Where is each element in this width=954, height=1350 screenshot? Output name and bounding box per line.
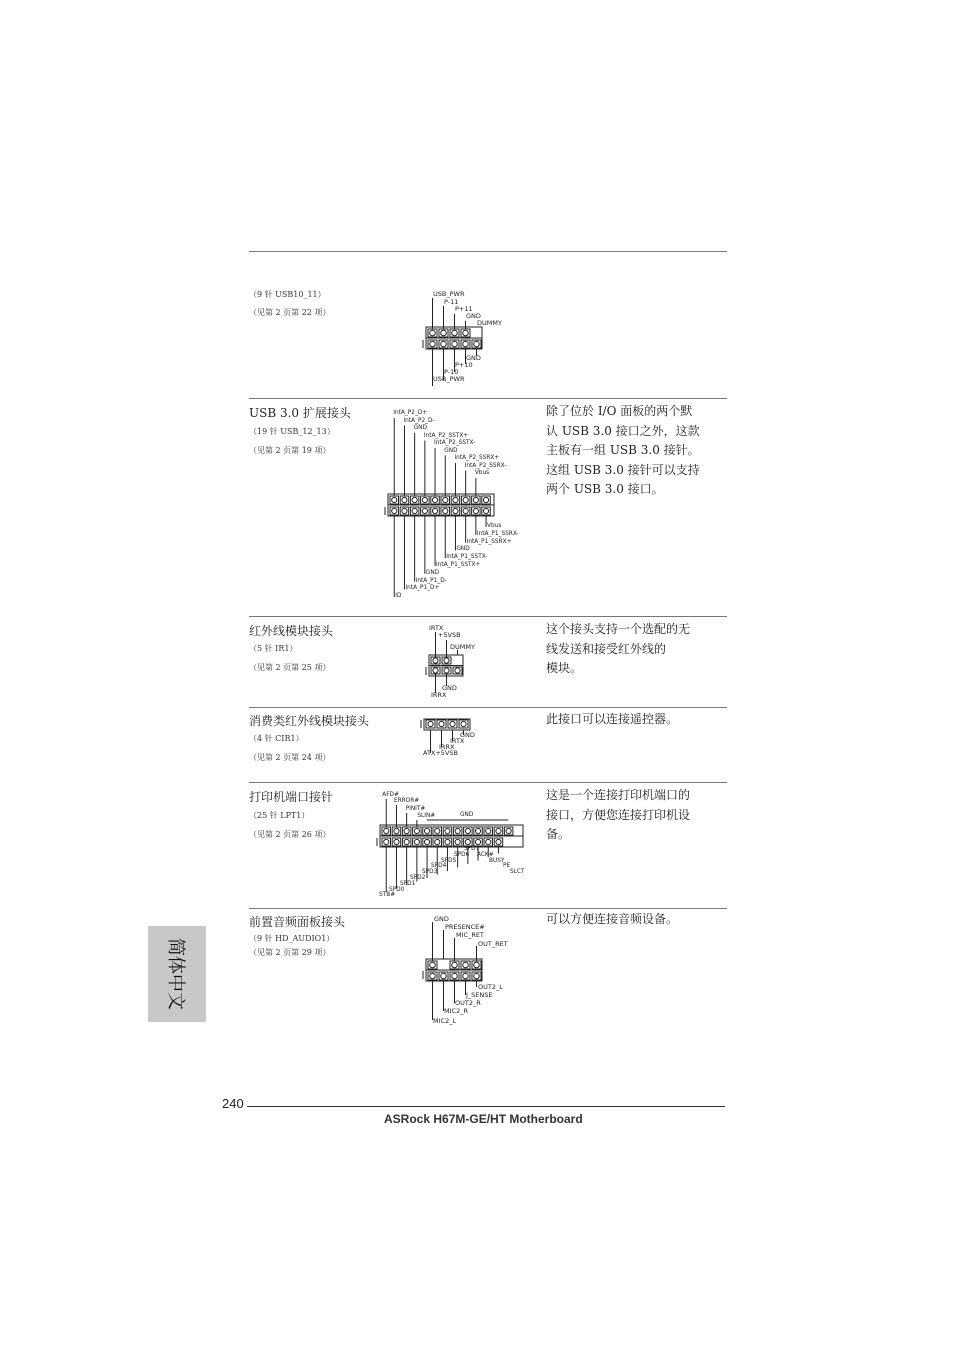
pin-label: GND xyxy=(434,915,449,923)
pin-label: MIC2_R xyxy=(444,1007,468,1015)
ir-header-title: 红外线模块接头 xyxy=(249,624,334,638)
pin-label: +5VSB xyxy=(438,631,461,639)
pin-label: GND xyxy=(466,354,481,362)
pin-label: GND xyxy=(442,684,457,692)
usb3-pin-count: （19 针 USB_12_13） xyxy=(249,427,335,436)
pin-label: GND xyxy=(444,447,458,454)
cir-header-title: 消费类红外线模块接头 xyxy=(249,714,370,728)
pin-label: GND xyxy=(413,425,427,431)
cir-location-ref: （见第 2 页第 24 项） xyxy=(249,753,331,762)
pin-label: IRTX xyxy=(429,624,444,632)
pin-label: IntA_P2_SSTX+ xyxy=(423,432,469,439)
pin-label: ATX+5VSB xyxy=(423,749,458,757)
pin-label: BUSY xyxy=(489,858,505,864)
audio-description: 可以方便连接音频设备。 xyxy=(546,912,679,926)
pin-label: Vbus xyxy=(474,470,490,476)
pin-label: IntA_P1_SSRX- xyxy=(476,530,519,537)
pin-label: PRESENCE# xyxy=(445,923,485,931)
pin-header-box xyxy=(426,327,482,349)
page-number: 240 xyxy=(222,1096,244,1111)
pin-label: SLIN# xyxy=(417,813,436,819)
language-tab-label: 简体中文 xyxy=(165,938,186,1010)
pin-label: GND xyxy=(425,569,440,576)
pin-label: DUMMY xyxy=(477,319,502,327)
pin-label: IntA_P1_SSTX+ xyxy=(436,562,481,568)
section-divider xyxy=(249,398,727,399)
section-divider xyxy=(249,782,727,783)
audio-pin-count: （9 针 HD_AUDIO1） xyxy=(249,934,335,943)
pin-label: GND xyxy=(460,731,475,739)
pin-label: MIC_RET xyxy=(456,931,484,939)
pin-label: IRRX xyxy=(431,691,447,699)
pin-label: IntA_P1_SSTX- xyxy=(446,554,488,561)
pin-label: IntA_P2_SSTX- xyxy=(434,440,476,446)
pin-label: OUT2_L xyxy=(478,983,503,991)
pin-label: GND xyxy=(456,546,470,553)
pin-label: STB# xyxy=(379,892,396,898)
lpt-pin-count: （25 针 LPT1） xyxy=(249,811,310,820)
pin-label: PINIT# xyxy=(405,806,426,812)
pin-label: DUMMY xyxy=(450,643,475,651)
pin-label: P+10 xyxy=(455,361,473,369)
usb3-description: 除了位於 I/O 面板的两个默 认 USB 3.0 接口之外，这款 主板有一组 USB 3.0 接针。 这组 USB 3.0 接针可以支持 两个 USB 3.0 接口。 xyxy=(546,404,700,496)
audio-header-title: 前置音频面板接头 xyxy=(249,915,346,929)
pin-label: SPD4 xyxy=(431,863,447,869)
pin-label: IRTX xyxy=(450,737,465,745)
pin-label: USB_PWR xyxy=(433,290,465,298)
pin-label: SPD7 xyxy=(464,846,480,852)
usb2-location-ref: （见第 2 页第 22 项） xyxy=(249,308,331,317)
pin-label: SLCT xyxy=(510,869,525,875)
usb3-location-ref: （见第 2 页第 19 项） xyxy=(249,446,331,455)
section-divider xyxy=(249,707,727,708)
audio-location-ref: （见第 2 页第 29 项） xyxy=(249,948,331,957)
cir-description: 此接口可以连接遥控器。 xyxy=(546,712,679,726)
section-divider xyxy=(249,908,727,909)
pin-label: ERROR# xyxy=(393,798,420,804)
pin-label: ACK# xyxy=(477,852,494,858)
pin-label: IntA_P2_D- xyxy=(403,417,435,424)
lpt-location-ref: （见第 2 页第 26 项） xyxy=(249,830,331,839)
pin-label: GND xyxy=(460,812,474,818)
pin-label: IntA_P2_D+ xyxy=(393,410,428,416)
pin-label: IntA_P2_SSRX+ xyxy=(454,455,500,461)
pin-label: SPD3 xyxy=(422,869,438,875)
cir-pin-count: （4 针 CIR1） xyxy=(249,734,304,743)
footer-rule xyxy=(247,1106,725,1107)
pin-label: IntA_P1_SSRX+ xyxy=(466,538,512,545)
pin-row-top xyxy=(428,329,470,337)
usb2-pin-count: （9 针 USB10_11） xyxy=(249,290,326,299)
ir-location-ref: （见第 2 页第 25 项） xyxy=(249,663,331,672)
pin-label: OUT_RET xyxy=(478,940,508,948)
pin-label: J_SENSE xyxy=(466,991,493,999)
pin-label: IRRX xyxy=(439,743,455,751)
top-rule xyxy=(249,251,727,252)
usb3-header-title: USB 3.0 扩展接头 xyxy=(249,406,351,420)
pin-label: USB_PWR xyxy=(433,375,465,383)
pin-label: SPD6 xyxy=(454,852,470,858)
pin-label: P+11 xyxy=(455,305,473,313)
pin-label: P-11 xyxy=(444,298,459,306)
pin-label: SPD1 xyxy=(400,881,416,887)
ir-pin-count: （5 针 IR1） xyxy=(249,644,298,653)
pin-row-bottom xyxy=(428,340,481,348)
lpt-header-title: 打印机端口接针 xyxy=(249,790,334,804)
pin-label: ID xyxy=(395,593,402,600)
pin-label: GND xyxy=(466,312,481,320)
section-divider xyxy=(249,616,727,617)
pin-label: OUT2_R xyxy=(455,999,481,1007)
ir-description: 这个接头支持一个选配的无 线发送和接受红外线的 模块。 xyxy=(546,622,691,675)
language-tab xyxy=(148,926,206,1022)
pin-label: SPD0 xyxy=(389,887,405,893)
pin-label: AFD# xyxy=(382,792,399,798)
pin-label: SPD5 xyxy=(441,858,457,864)
pin-label: IntA_P1_D+ xyxy=(405,585,440,592)
pin-label: MIC2_L xyxy=(433,1017,457,1025)
pin-label: SPD2 xyxy=(410,875,426,881)
pin-label: Vbus xyxy=(487,523,502,529)
pin-label: P-10 xyxy=(444,368,459,376)
pin-label: IntA_P1_D- xyxy=(415,577,447,584)
lpt-description: 这是一个连接打印机端口的 接口，方便您连接打印机设 备。 xyxy=(546,788,691,841)
pin-label: IntA_P2_SSRX- xyxy=(464,462,507,469)
pin-label: PE xyxy=(503,863,511,869)
footer-product-name: ASRock H67M-GE/HT Motherboard xyxy=(384,1112,583,1126)
